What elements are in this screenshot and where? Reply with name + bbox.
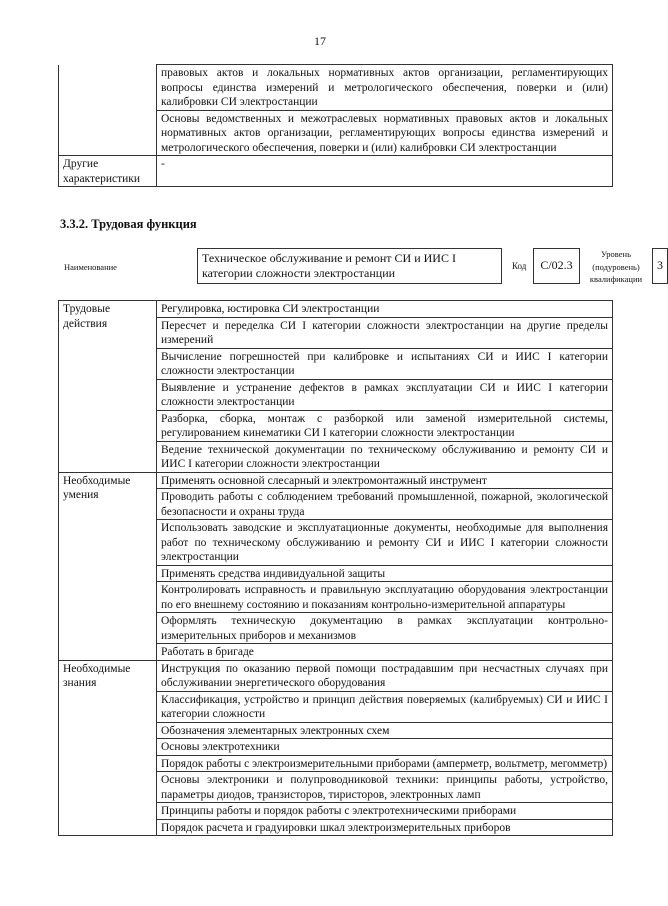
function-header <box>60 248 663 288</box>
continued-requirements-table <box>58 64 613 187</box>
table-row <box>59 110 613 156</box>
list-item: Проводить работы с соблюдением требований промышленной, пожарной, экологической безопасности и охраны труда <box>157 489 613 520</box>
list-item: Оформлять техническую документацию в рамках эксплуатации контрольно-измерительных приборов и механизмов <box>157 613 613 644</box>
group-label: Трудовые действия <box>59 301 157 473</box>
list-item: Основы электроники и полупроводниковой техники: принципы работы, устройство, параметры диодов, транзисторов, тиристоров, электронных ламп <box>157 772 613 803</box>
name-label: Наименование <box>64 262 117 272</box>
list-item: Регулировка, юстировка СИ электростанции <box>157 301 613 318</box>
group-label: Необходимые умения <box>59 472 157 660</box>
list-item: Принципы работы и порядок работы с электротехническими приборами <box>157 803 613 820</box>
name-value: Техническое обслуживание и ремонт СИ и ИИС I категории сложности электростанции <box>197 248 502 284</box>
list-item: Разборка, сборка, монтаж с разборкой или заменой измерительной системы, регулированием кинематики СИ I категории сложности электростанции <box>157 410 613 441</box>
list-item: Применять основной слесарный и электромонтажный инструмент <box>157 472 613 489</box>
table-row <box>59 660 613 691</box>
list-item: Применять средства индивидуальной защиты <box>157 565 613 582</box>
list-item: Работать в бригаде <box>157 644 613 661</box>
list-item: Обозначения элементарных электронных схем <box>157 722 613 739</box>
group-label: Необходимые знания <box>59 660 157 836</box>
row-text: правовых актов и локальных нормативных актов организации, регламентирующих вопросы единства измерений и метрологического обеспечения, поверки и (или) калибровки СИ электростанции <box>157 65 613 111</box>
table-row <box>59 156 613 187</box>
page-number: 17 <box>314 34 326 48</box>
list-item: Классификация, устройство и принцип действия поверяемых (калибруемых) СИ и ИИС I категории сложности <box>157 691 613 722</box>
list-item: Выявление и устранение дефектов в рамках эксплуатации СИ и ИИС I категории сложности электростанции <box>157 379 613 410</box>
list-item: Пересчет и переделка СИ I категории сложности электростанции на другие пределы измерений <box>157 317 613 348</box>
row-label <box>59 110 157 156</box>
list-item: Инструкция по оказанию первой помощи пострадавшим при несчастных случаях при обслуживании энергетического оборудования <box>157 660 613 691</box>
code-value: С/02.3 <box>533 248 580 284</box>
labor-function-table <box>58 300 613 836</box>
list-item: Порядок работы с электроизмерительными приборами (амперметр, вольтметр, мегомметр) <box>157 755 613 772</box>
list-item: Контролировать исправность и правильную эксплуатацию оборудования электростанции по его внешнему состоянию и показаниям контрольно-измерительной аппаратуры <box>157 582 613 613</box>
row-label <box>59 65 157 111</box>
table-row <box>59 301 613 318</box>
row-text: - <box>157 156 613 187</box>
table-row <box>59 65 613 111</box>
table-row <box>59 472 613 489</box>
code-label: Код <box>512 261 527 271</box>
list-item: Использовать заводские и эксплуатационные документы, необходимые для выполнения работ по техническому обслуживанию и ремонту СИ и ИИС I категории сложности электростанции <box>157 520 613 566</box>
list-item: Вычисление погрешностей при калибровке и испытаниях СИ и ИИС I категории сложности электростанции <box>157 348 613 379</box>
row-text: Основы ведомственных и межотраслевых нормативных правовых актов и локальных нормативных актов организации, регламентирующих вопросы единства измерений и метрологического обеспечения, поверки и (или) калибровки СИ электростанции <box>157 110 613 156</box>
level-value: 3 <box>652 248 668 284</box>
list-item: Порядок расчета и градуировки шкал электроизмерительных приборов <box>157 819 613 836</box>
level-label: Уровень (подуровень) квалификации <box>589 249 643 284</box>
row-label: Другие характеристики <box>59 156 157 187</box>
list-item: Основы электротехники <box>157 739 613 756</box>
list-item: Ведение технической документации по техническому обслуживанию и ремонту СИ и ИИС I категории сложности электростанции <box>157 441 613 472</box>
section-heading: 3.3.2. Трудовая функция <box>60 217 197 231</box>
